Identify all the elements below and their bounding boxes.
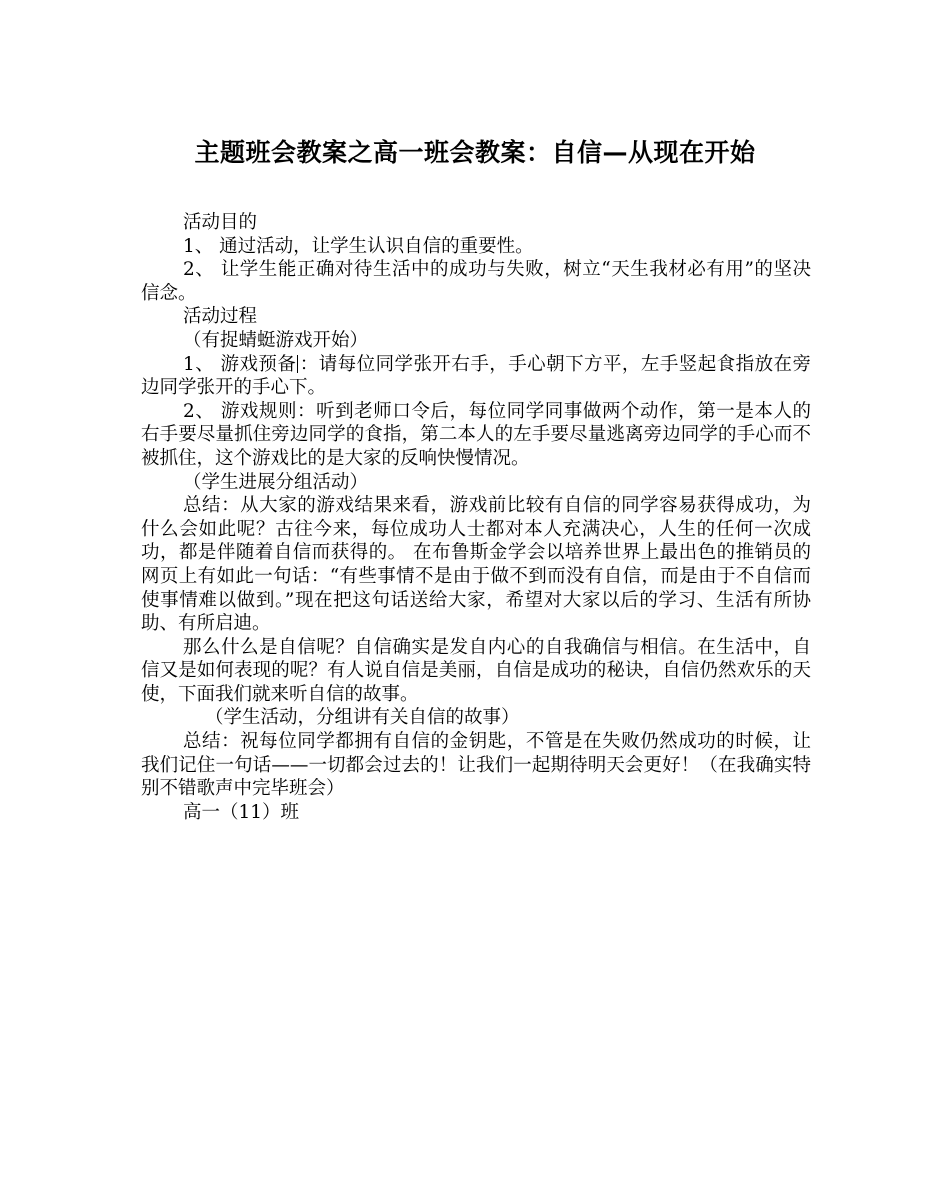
goal-item-2: 2、 让学生能正确对待生活中的成功与失败，树立“天生我材必有用”的坚决信念。 xyxy=(141,259,811,304)
heading-activity-goals: 活动目的 xyxy=(183,212,258,233)
step-game-prep xyxy=(141,353,811,400)
document-body xyxy=(141,211,811,824)
summary-paragraph-1: 总结：从大家的游戏结果来看，游戏前比较有自信的同学容易获得成功，为什么会如此呢？古往今来，每位成功人士都对本人充满决心，人生的任何一次成功，都是伴随着自信而获得的。 在布鲁斯金学会以培养世界上最出色的推销员的网页上有如此一句话：“有些事情不是由于做不到而没有自信，而是由于不自信而使事情难以做到。”现在把这句话送给大家，希望对大家以后的学习、生活有所协助、有所启迪。 xyxy=(141,495,811,635)
class-signature: 高一（11）班 xyxy=(183,801,300,823)
goal-item-1: 1、 通过活动，让学生认识自信的重要性。 xyxy=(183,235,534,257)
step-game-rules: 2、 游戏规则：听到老师口令后，每位同学同事做两个动作，第一是本人的右手要尽量抓住旁边同学的食指，第二本人的左手要尽量逃离旁边同学的手心而不被抓住，这个游戏比的是大家的反响快慢情况。 xyxy=(141,400,811,469)
step-game-prep-text: ：请每位同学张开右手，手心朝下方平，左手竖起食指放在旁边同学张开的手心下。 xyxy=(141,353,811,399)
note-story-activity: （学生活动，分组讲有关自信的故事） xyxy=(205,707,520,729)
heading-activity-process: 活动过程 xyxy=(183,306,258,328)
document-title: 主题班会教案之高一班会教案：自信—从现在开始 xyxy=(194,138,756,167)
step-game-prep-label: 1、 游戏预备 xyxy=(183,353,297,375)
note-game-start: （有捉蜻蜓游戏开始） xyxy=(183,329,369,351)
summary-paragraph-2: 总结：祝每位同学都拥有自信的金钥匙，不管是在失败仍然成功的时候，让我们记住一句话——一切都会过去的！让我们一起期待明天会更好！（在我确实特别不错歌声中完毕班会） xyxy=(141,731,811,800)
note-group-activity: （学生进展分组活动） xyxy=(183,471,369,493)
confidence-paragraph: 那么什么是自信呢？自信确实是发自内心的自我确信与相信。在生活中，自信又是如何表现的呢？有人说自信是美丽，自信是成功的秘诀，自信仍然欢乐的天使，下面我们就来听自信的故事。 xyxy=(141,636,811,705)
